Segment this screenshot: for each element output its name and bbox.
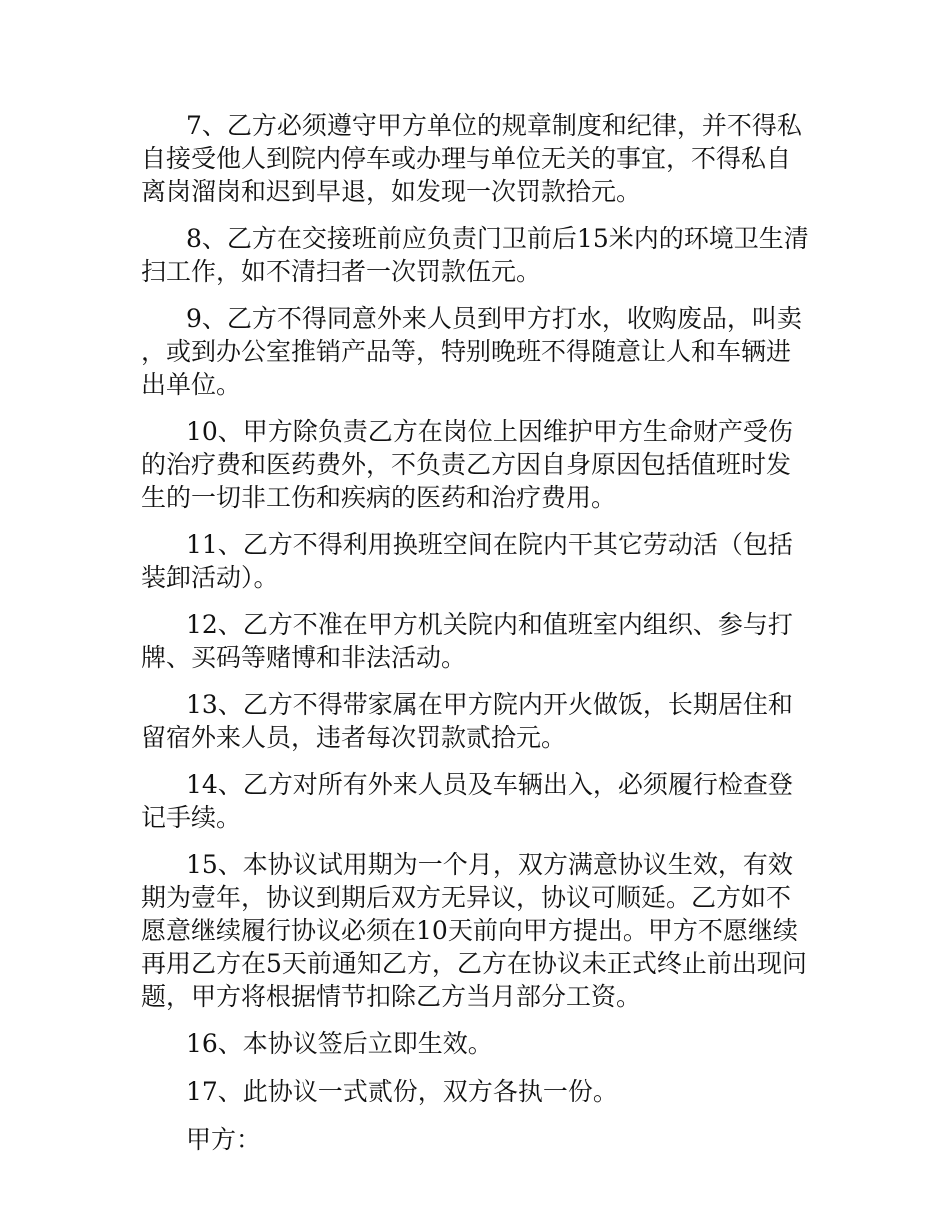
agreement-body xyxy=(141,109,811,1171)
clause-15: 15、本协议试用期为一个月，双方满意协议生效，有效期为壹年，协议到期后双方无异议，协议可顺延。乙方如不愿意继续履行协议必须在10天前向甲方提出。甲方不愿继续再用乙方在5天前通知乙方，乙方在协议未正式终止前出现问题，甲方将根据情节扣除乙方当月部分工资。 xyxy=(141,850,807,1011)
clause-10: 10、甲方除负责乙方在岗位上因维护甲方生命财产受伤的治疗费和医药费外，不负责乙方因自身原因包括值班时发生的一切非工伤和疾病的医药和治疗费用。 xyxy=(141,417,793,512)
party-a-signature-label: 甲方： xyxy=(186,1125,262,1154)
clause-17: 17、此协议一式贰份，双方各执一份。 xyxy=(186,1077,618,1106)
clause-12: 12、乙方不准在甲方机关院内和值班室内组织、参与打牌、买码等赌博和非法活动。 xyxy=(141,610,793,672)
clause-16: 16、本协议签后立即生效。 xyxy=(186,1029,493,1058)
clause-13: 13、乙方不得带家属在甲方院内开火做饭，长期居住和留宿外来人员，违者每次罚款贰拾元。 xyxy=(141,690,793,752)
clause-14: 14、乙方对所有外来人员及车辆出入，必须履行检查登记手续。 xyxy=(141,770,793,832)
clause-8: 8、乙方在交接班前应负责门卫前后15米内的环境卫生清扫工作，如不清扫者一次罚款伍元。 xyxy=(141,224,809,286)
clause-7: 7、乙方必须遵守甲方单位的规章制度和纪律，并不得私自接受他人到院内停车或办理与单位无关的事宜，不得私自离岗溜岗和迟到早退，如发现一次罚款拾元。 xyxy=(141,111,802,206)
clause-11: 11、乙方不得利用换班空间在院内干其它劳动活（包括装卸活动）。 xyxy=(141,530,793,592)
clause-9: 9、乙方不得同意外来人员到甲方打水，收购废品，叫卖，或到办公室推销产品等，特别晚班不得随意让人和车辆进出单位。 xyxy=(141,304,802,399)
